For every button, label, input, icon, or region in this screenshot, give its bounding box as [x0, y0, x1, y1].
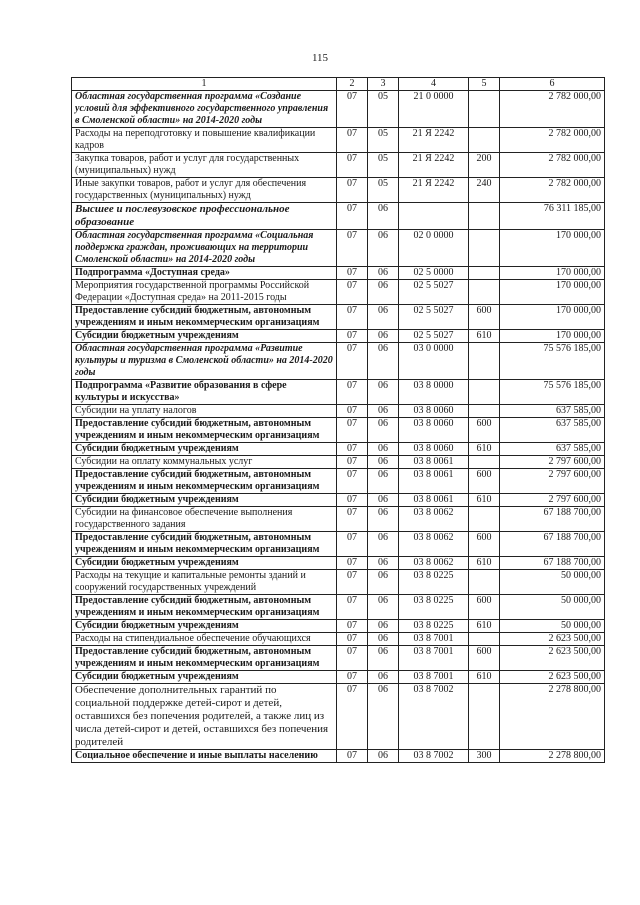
row-target-article-cell: 03 8 0062 [399, 557, 469, 570]
row-name-cell: Субсидии на уплату налогов [72, 405, 337, 418]
row-name-cell: Областная государственная программа «Создание условий для эффективного государственного управления в Смоленской области» на 2014-2020 годы [72, 91, 337, 128]
row-target-article-cell [399, 203, 469, 230]
row-section-cell: 07 [337, 469, 368, 494]
table-row [72, 507, 605, 532]
row-amount-cell: 67 188 700,00 [500, 557, 605, 570]
table-row [72, 671, 605, 684]
row-amount-cell: 637 585,00 [500, 443, 605, 456]
row-amount-cell: 170 000,00 [500, 230, 605, 267]
row-name-cell: Расходы на переподготовку и повышение квалификации кадров [72, 128, 337, 153]
row-subsection-cell: 06 [368, 405, 399, 418]
row-expense-type-cell [469, 380, 500, 405]
row-subsection-cell: 06 [368, 380, 399, 405]
table-row [72, 418, 605, 443]
row-target-article-cell: 03 8 0060 [399, 405, 469, 418]
row-subsection-cell: 06 [368, 330, 399, 343]
row-amount-cell: 50 000,00 [500, 595, 605, 620]
row-name-cell: Иные закупки товаров, работ и услуг для обеспечения государственных (муниципальных) нужд [72, 178, 337, 203]
row-name-cell: Предоставление субсидий бюджетным, автономным учреждениям и иным некоммерческим организациям [72, 646, 337, 671]
row-section-cell: 07 [337, 750, 368, 763]
row-name-cell: Подпрограмма «Доступная среда» [72, 267, 337, 280]
row-target-article-cell: 03 8 7001 [399, 671, 469, 684]
row-target-article-cell: 03 8 0062 [399, 507, 469, 532]
table-row [72, 405, 605, 418]
row-subsection-cell: 05 [368, 178, 399, 203]
table-row [72, 203, 605, 230]
row-subsection-cell: 06 [368, 532, 399, 557]
row-section-cell: 07 [337, 230, 368, 267]
table-row [72, 532, 605, 557]
row-name-cell: Областная государственная программа «Развитие культуры и туризма в Смоленской области» на 2014-2020 годы [72, 343, 337, 380]
row-expense-type-cell [469, 280, 500, 305]
row-section-cell: 07 [337, 153, 368, 178]
row-name-cell: Субсидии на финансовое обеспечение выполнения государственного задания [72, 507, 337, 532]
row-section-cell: 07 [337, 620, 368, 633]
row-subsection-cell: 06 [368, 230, 399, 267]
row-expense-type-cell: 610 [469, 671, 500, 684]
row-section-cell: 07 [337, 128, 368, 153]
table-row [72, 570, 605, 595]
row-subsection-cell: 06 [368, 494, 399, 507]
row-target-article-cell: 02 5 5027 [399, 280, 469, 305]
row-expense-type-cell: 600 [469, 305, 500, 330]
row-amount-cell: 170 000,00 [500, 267, 605, 280]
row-subsection-cell: 06 [368, 443, 399, 456]
table-row [72, 280, 605, 305]
row-target-article-cell: 21 Я 2242 [399, 153, 469, 178]
table-row [72, 380, 605, 405]
row-amount-cell: 76 311 185,00 [500, 203, 605, 230]
row-subsection-cell: 06 [368, 280, 399, 305]
row-subsection-cell: 06 [368, 343, 399, 380]
row-name-cell: Социальное обеспечение и иные выплаты населению [72, 750, 337, 763]
row-target-article-cell: 02 0 0000 [399, 230, 469, 267]
row-amount-cell: 2 782 000,00 [500, 91, 605, 128]
row-expense-type-cell: 200 [469, 153, 500, 178]
row-amount-cell: 2 623 500,00 [500, 646, 605, 671]
row-section-cell: 07 [337, 494, 368, 507]
row-section-cell: 07 [337, 595, 368, 620]
row-subsection-cell: 05 [368, 128, 399, 153]
row-expense-type-cell [469, 633, 500, 646]
row-name-cell: Обеспечение дополнительных гарантий по социальной поддержке детей-сирот и детей, оставшихся без попечения родителей, а также лиц из числа детей-сирот и детей, оставшихся без попечения родителей [72, 684, 337, 750]
row-target-article-cell: 02 5 5027 [399, 330, 469, 343]
table-row [72, 684, 605, 750]
header-col-6: 6 [500, 78, 605, 91]
row-name-cell: Предоставление субсидий бюджетным, автономным учреждениям и иным некоммерческим организациям [72, 469, 337, 494]
row-section-cell: 07 [337, 343, 368, 380]
row-section-cell: 07 [337, 178, 368, 203]
row-name-cell: Субсидии бюджетным учреждениям [72, 671, 337, 684]
row-amount-cell: 67 188 700,00 [500, 532, 605, 557]
row-name-cell: Расходы на стипендиальное обеспечение обучающихся [72, 633, 337, 646]
row-expense-type-cell [469, 684, 500, 750]
row-amount-cell: 2 797 600,00 [500, 456, 605, 469]
header-col-2: 2 [337, 78, 368, 91]
row-name-cell: Субсидии бюджетным учреждениям [72, 330, 337, 343]
row-section-cell: 07 [337, 671, 368, 684]
table-row [72, 494, 605, 507]
row-subsection-cell: 06 [368, 507, 399, 532]
table-row [72, 750, 605, 763]
table-row [72, 633, 605, 646]
row-section-cell: 07 [337, 456, 368, 469]
table-row [72, 305, 605, 330]
row-section-cell: 07 [337, 91, 368, 128]
row-expense-type-cell: 600 [469, 532, 500, 557]
row-name-cell: Закупка товаров, работ и услуг для государственных (муниципальных) нужд [72, 153, 337, 178]
row-subsection-cell: 06 [368, 570, 399, 595]
row-subsection-cell: 06 [368, 595, 399, 620]
row-subsection-cell: 05 [368, 153, 399, 178]
row-amount-cell: 67 188 700,00 [500, 507, 605, 532]
row-amount-cell: 637 585,00 [500, 418, 605, 443]
row-section-cell: 07 [337, 280, 368, 305]
row-name-cell: Мероприятия государственной программы Российской Федерации «Доступная среда» на 2011-2015 годы [72, 280, 337, 305]
table-row [72, 456, 605, 469]
row-expense-type-cell [469, 570, 500, 595]
row-expense-type-cell [469, 230, 500, 267]
row-expense-type-cell: 600 [469, 595, 500, 620]
table-row [72, 330, 605, 343]
row-section-cell: 07 [337, 305, 368, 330]
row-subsection-cell: 06 [368, 620, 399, 633]
table-row [72, 153, 605, 178]
row-name-cell: Предоставление субсидий бюджетным, автономным учреждениям и иным некоммерческим организациям [72, 305, 337, 330]
table-body [72, 91, 605, 763]
row-subsection-cell: 06 [368, 646, 399, 671]
row-target-article-cell: 02 5 0000 [399, 267, 469, 280]
row-amount-cell: 170 000,00 [500, 280, 605, 305]
row-expense-type-cell: 610 [469, 443, 500, 456]
row-amount-cell: 2 797 600,00 [500, 494, 605, 507]
table-row [72, 91, 605, 128]
table-row [72, 443, 605, 456]
row-expense-type-cell: 610 [469, 330, 500, 343]
row-amount-cell: 2 782 000,00 [500, 178, 605, 203]
row-target-article-cell: 03 8 0000 [399, 380, 469, 405]
row-target-article-cell: 21 Я 2242 [399, 128, 469, 153]
row-amount-cell: 75 576 185,00 [500, 343, 605, 380]
row-target-article-cell: 02 5 5027 [399, 305, 469, 330]
row-target-article-cell: 21 0 0000 [399, 91, 469, 128]
table-row [72, 620, 605, 633]
row-section-cell: 07 [337, 684, 368, 750]
row-expense-type-cell: 600 [469, 646, 500, 671]
row-name-cell: Субсидии бюджетным учреждениям [72, 557, 337, 570]
row-amount-cell: 2 623 500,00 [500, 671, 605, 684]
row-subsection-cell: 06 [368, 557, 399, 570]
row-section-cell: 07 [337, 203, 368, 230]
row-subsection-cell: 06 [368, 684, 399, 750]
row-expense-type-cell: 600 [469, 418, 500, 443]
row-target-article-cell: 03 8 0225 [399, 570, 469, 595]
row-amount-cell: 2 278 800,00 [500, 750, 605, 763]
row-target-article-cell: 03 8 7001 [399, 633, 469, 646]
budget-table [71, 77, 605, 763]
table-row [72, 178, 605, 203]
row-section-cell: 07 [337, 330, 368, 343]
row-section-cell: 07 [337, 570, 368, 595]
table-header-row [72, 78, 605, 91]
row-expense-type-cell: 300 [469, 750, 500, 763]
row-expense-type-cell: 610 [469, 557, 500, 570]
row-amount-cell: 2 797 600,00 [500, 469, 605, 494]
row-target-article-cell: 03 8 0061 [399, 469, 469, 494]
table-row [72, 646, 605, 671]
table-row [72, 343, 605, 380]
row-subsection-cell: 05 [368, 91, 399, 128]
row-expense-type-cell [469, 267, 500, 280]
header-col-4: 4 [399, 78, 469, 91]
row-amount-cell: 2 278 800,00 [500, 684, 605, 750]
row-amount-cell: 170 000,00 [500, 330, 605, 343]
row-subsection-cell: 06 [368, 418, 399, 443]
row-expense-type-cell [469, 91, 500, 128]
row-amount-cell: 50 000,00 [500, 570, 605, 595]
row-subsection-cell: 06 [368, 456, 399, 469]
row-section-cell: 07 [337, 267, 368, 280]
row-amount-cell: 50 000,00 [500, 620, 605, 633]
row-amount-cell: 637 585,00 [500, 405, 605, 418]
row-name-cell: Областная государственная программа «Социальная поддержка граждан, проживающих на территории Смоленской области» на 2014-2020 годы [72, 230, 337, 267]
row-subsection-cell: 06 [368, 671, 399, 684]
row-expense-type-cell: 610 [469, 494, 500, 507]
row-expense-type-cell [469, 405, 500, 418]
row-name-cell: Субсидии бюджетным учреждениям [72, 620, 337, 633]
table-row [72, 230, 605, 267]
row-name-cell: Подпрограмма «Развитие образования в сфере культуры и искусства» [72, 380, 337, 405]
row-section-cell: 07 [337, 633, 368, 646]
row-amount-cell: 2 782 000,00 [500, 128, 605, 153]
table-row [72, 595, 605, 620]
row-target-article-cell: 03 8 0060 [399, 443, 469, 456]
row-subsection-cell: 06 [368, 267, 399, 280]
header-col-3: 3 [368, 78, 399, 91]
row-amount-cell: 2 623 500,00 [500, 633, 605, 646]
row-target-article-cell: 03 8 0061 [399, 494, 469, 507]
row-target-article-cell: 21 Я 2242 [399, 178, 469, 203]
row-name-cell: Предоставление субсидий бюджетным, автономным учреждениям и иным некоммерческим организациям [72, 532, 337, 557]
row-expense-type-cell [469, 343, 500, 380]
row-expense-type-cell [469, 203, 500, 230]
row-expense-type-cell: 600 [469, 469, 500, 494]
row-section-cell: 07 [337, 380, 368, 405]
table-row [72, 469, 605, 494]
table-row [72, 128, 605, 153]
row-expense-type-cell: 240 [469, 178, 500, 203]
row-name-cell: Предоставление субсидий бюджетным, автономным учреждениям и иным некоммерческим организациям [72, 595, 337, 620]
row-target-article-cell: 03 8 0225 [399, 620, 469, 633]
row-section-cell: 07 [337, 443, 368, 456]
row-amount-cell: 170 000,00 [500, 305, 605, 330]
row-name-cell: Предоставление субсидий бюджетным, автономным учреждениям и иным некоммерческим организациям [72, 418, 337, 443]
row-section-cell: 07 [337, 557, 368, 570]
row-name-cell: Расходы на текущие и капитальные ремонты зданий и сооружений государственных учреждений [72, 570, 337, 595]
row-subsection-cell: 06 [368, 203, 399, 230]
row-name-cell: Высшее и послевузовское профессиональное образование [72, 203, 337, 230]
row-section-cell: 07 [337, 405, 368, 418]
row-section-cell: 07 [337, 507, 368, 532]
row-target-article-cell: 03 0 0000 [399, 343, 469, 380]
row-subsection-cell: 06 [368, 750, 399, 763]
row-amount-cell: 75 576 185,00 [500, 380, 605, 405]
page-number: 115 [311, 52, 329, 64]
table-row [72, 557, 605, 570]
row-target-article-cell: 03 8 0061 [399, 456, 469, 469]
header-col-5: 5 [469, 78, 500, 91]
row-name-cell: Субсидии бюджетным учреждениям [72, 443, 337, 456]
row-expense-type-cell [469, 456, 500, 469]
row-expense-type-cell: 610 [469, 620, 500, 633]
row-section-cell: 07 [337, 418, 368, 443]
row-subsection-cell: 06 [368, 305, 399, 330]
row-section-cell: 07 [337, 532, 368, 557]
row-expense-type-cell [469, 128, 500, 153]
row-name-cell: Субсидии на оплату коммунальных услуг [72, 456, 337, 469]
row-subsection-cell: 06 [368, 469, 399, 494]
row-expense-type-cell [469, 507, 500, 532]
row-target-article-cell: 03 8 0060 [399, 418, 469, 443]
row-target-article-cell: 03 8 7002 [399, 684, 469, 750]
row-target-article-cell: 03 8 7002 [399, 750, 469, 763]
row-target-article-cell: 03 8 0225 [399, 595, 469, 620]
row-target-article-cell: 03 8 7001 [399, 646, 469, 671]
row-name-cell: Субсидии бюджетным учреждениям [72, 494, 337, 507]
row-target-article-cell: 03 8 0062 [399, 532, 469, 557]
table-row [72, 267, 605, 280]
row-section-cell: 07 [337, 646, 368, 671]
header-col-1: 1 [72, 78, 337, 91]
row-amount-cell: 2 782 000,00 [500, 153, 605, 178]
row-subsection-cell: 06 [368, 633, 399, 646]
